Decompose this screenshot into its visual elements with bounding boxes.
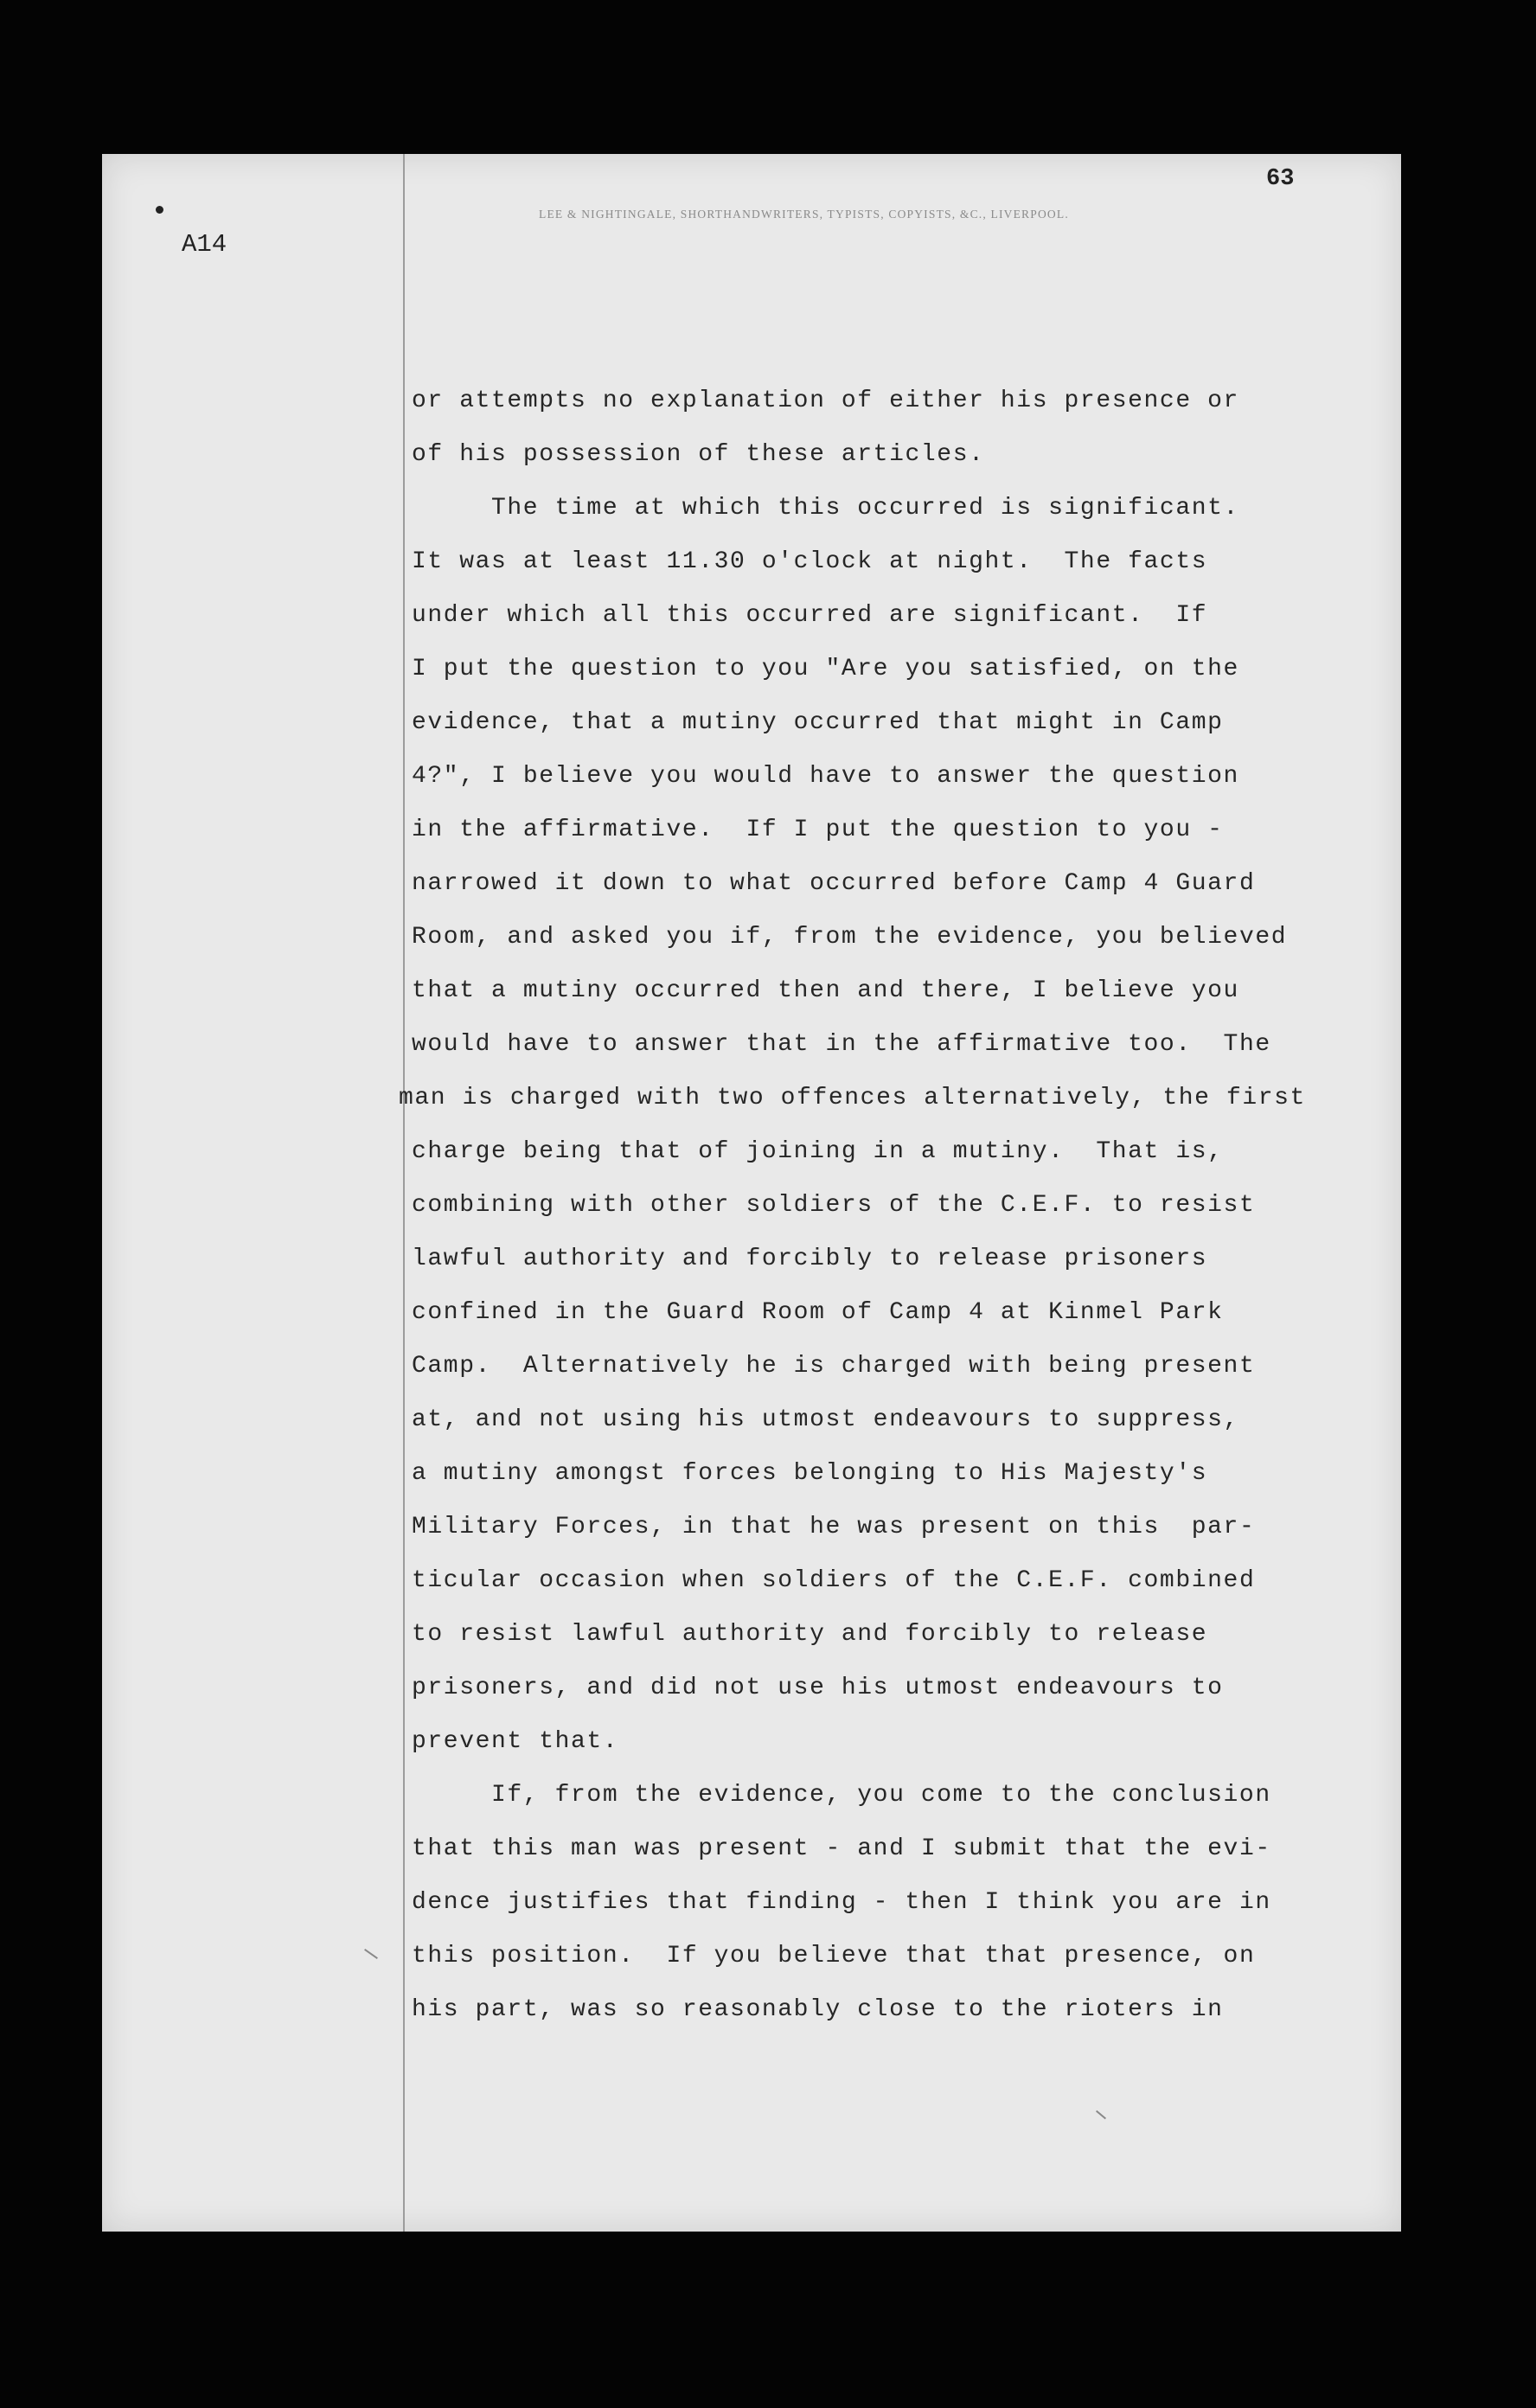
text-line: would have to answer that in the affirmative too. The <box>412 1031 1271 1058</box>
text-line: ticular occasion when soldiers of the C.E.F. combined <box>412 1567 1256 1594</box>
text-line: lawful authority and forcibly to release prisoners <box>412 1246 1208 1272</box>
text-line: that this man was present - and I submit that the evi- <box>412 1835 1271 1862</box>
text-line: to resist lawful authority and forcibly to release <box>412 1621 1208 1648</box>
margin-rule <box>403 154 405 2232</box>
text-line: under which all this occurred are significant. If <box>412 602 1208 629</box>
text-line: dence justifies that finding - then I think you are in <box>412 1889 1271 1916</box>
text-line: that a mutiny occurred then and there, I believe you <box>412 977 1239 1004</box>
body-text <box>399 375 1398 2037</box>
text-line: prevent that. <box>412 1728 619 1755</box>
text-line: in the affirmative. If I put the question to you - <box>412 817 1224 843</box>
text-line: Military Forces, in that he was present on this par- <box>412 1514 1256 1540</box>
folio-reference: A14 <box>182 230 227 259</box>
text-line: or attempts no explanation of either his presence or <box>412 387 1239 414</box>
text-line: Room, and asked you if, from the evidence, you believed <box>412 924 1288 951</box>
text-line: this position. If you believe that that presence, on <box>412 1943 1256 1969</box>
text-line: If, from the evidence, you come to the conclusion <box>491 1782 1271 1809</box>
text-line: of his possession of these articles. <box>412 441 985 468</box>
stray-mark <box>1096 2110 1106 2120</box>
text-line: evidence, that a mutiny occurred that might in Camp <box>412 709 1224 736</box>
text-line: It was at least 11.30 o'clock at night. The facts <box>412 548 1208 575</box>
text-line: confined in the Guard Room of Camp 4 at Kinmel Park <box>412 1299 1224 1326</box>
text-line: at, and not using his utmost endeavours to suppress, <box>412 1406 1239 1433</box>
letterhead: LEE & NIGHTINGALE, SHORTHANDWRITERS, TYPISTS, COPYISTS, &C., LIVERPOOL. <box>539 208 1069 221</box>
text-line: his part, was so reasonably close to the rioters in <box>412 1996 1224 2023</box>
text-line: The time at which this occurred is significant. <box>491 495 1239 522</box>
page-number: 63 <box>1266 166 1295 192</box>
text-line: combining with other soldiers of the C.E.F. to resist <box>412 1192 1256 1219</box>
text-line: narrowed it down to what occurred before Camp 4 Guard <box>412 870 1256 897</box>
text-line: a mutiny amongst forces belonging to His Majesty's <box>412 1460 1208 1487</box>
tick-mark <box>156 206 163 214</box>
text-line: Camp. Alternatively he is charged with being present <box>412 1353 1256 1380</box>
text-line: charge being that of joining in a mutiny. That is, <box>412 1138 1224 1165</box>
text-line: I put the question to you "Are you satisfied, on the <box>412 656 1239 682</box>
text-line: prisoners, and did not use his utmost endeavours to <box>412 1675 1224 1701</box>
text-line: 4?", I believe you would have to answer the question <box>412 763 1239 790</box>
typed-page <box>102 154 1401 2232</box>
stray-mark <box>364 1949 378 1959</box>
text-line: man is charged with two offences alternatively, the first <box>399 1085 1306 1111</box>
